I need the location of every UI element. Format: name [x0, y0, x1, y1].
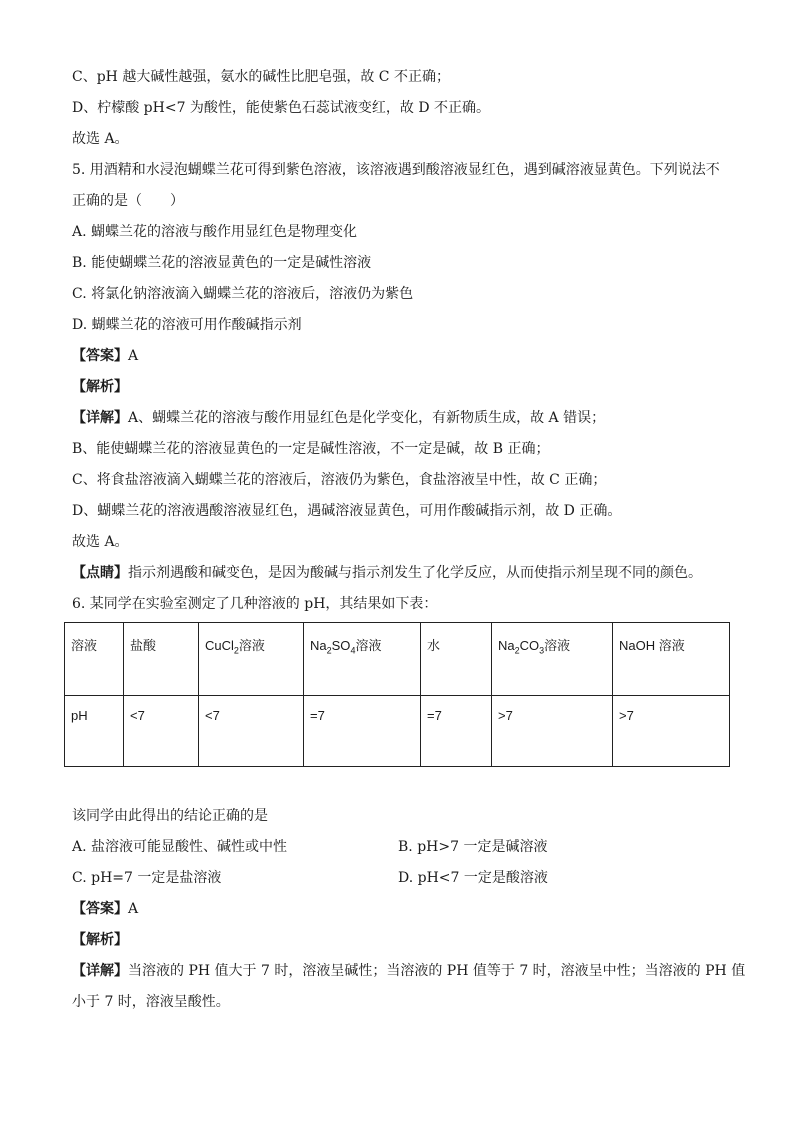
- detail-tag: 【详解】: [72, 410, 128, 426]
- q5-detail-c: C、将食盐溶液滴入蝴蝶兰花的溶液后，溶液仍为紫色，食盐溶液呈中性，故 C 正确；: [72, 472, 607, 488]
- q5-detail-d: D、蝴蝶兰花的溶液遇酸溶液显红色，遇碱溶液显黄色，可用作酸碱指示剂，故 D 正确。: [72, 503, 622, 519]
- detail-text: A、蝴蝶兰花的溶液与酸作用显红色是化学变化，有新物质生成，故 A 错误；: [128, 410, 606, 426]
- table-cell: $Na_2SO_4$溶液: [304, 623, 421, 696]
- table-cell: >7: [613, 696, 730, 767]
- q5-comment: [72, 558, 732, 589]
- q6-stem: 6. 某同学在实验室测定了几种溶液的 pH，其结果如下表：: [72, 596, 438, 612]
- q6-option-d: D. pH<7 一定是酸溶液: [398, 870, 548, 886]
- table-cell: 水: [421, 623, 492, 696]
- detail-text: 当溶液的 PH 值大于 7 时，溶液呈碱性；当溶液的 PH 值等于 7 时，溶液呈中性；当溶液的 PH 值: [128, 963, 746, 979]
- q6-option-a: A. 盐溶液可能显酸性、碱性或中性: [72, 839, 288, 855]
- q6-detail-1: [72, 956, 746, 987]
- q5-detail-a: [72, 403, 732, 434]
- table-header-row: [65, 623, 730, 696]
- q6-analysis-heading: [72, 925, 732, 956]
- detail-tag: 【详解】: [72, 963, 128, 979]
- ph-results-table: [64, 622, 730, 767]
- answer-value: A: [128, 901, 139, 917]
- table-cell: =7: [421, 696, 492, 767]
- comment-text: 指示剂遇酸和碱变色，是因为酸碱与指示剂发生了化学反应，从而使指示剂呈现不同的颜色。: [128, 565, 702, 581]
- prev-analysis-c: C、pH 越大碱性越强，氨水的碱性比肥皂强，故 C 不正确；: [72, 69, 450, 85]
- q6-option-b: B. pH>7 一定是碱溶液: [398, 839, 548, 855]
- prev-choose: 故选 A。: [72, 131, 129, 147]
- q5-stem-line-1: 5. 用酒精和水浸泡蝴蝶兰花可得到紫色溶液，该溶液遇到酸溶液显红色，遇到碱溶液显黄色。下列说法不: [72, 162, 720, 178]
- q5-stem-line-2: 正确的是（ ）: [72, 193, 184, 209]
- q5-option-a: A. 蝴蝶兰花的溶液与酸作用显红色是物理变化: [72, 224, 358, 240]
- answer-tag: 【答案】: [72, 901, 128, 917]
- q6-conclusion: 该同学由此得出的结论正确的是: [72, 808, 268, 824]
- table-cell: 盐酸: [124, 623, 199, 696]
- table-cell: 溶液: [65, 623, 124, 696]
- table-cell: <7: [124, 696, 199, 767]
- table-cell: >7: [492, 696, 613, 767]
- q6-option-c: C. pH=7 一定是盐溶液: [72, 870, 222, 886]
- document-page: [71, 62, 746, 1018]
- analysis-tag: 【解析】: [72, 379, 128, 395]
- table-cell: $Na_2CO_3$溶液: [492, 623, 613, 696]
- table-cell: <7: [199, 696, 304, 767]
- q6-detail-2: 小于 7 时，溶液呈酸性。: [72, 994, 230, 1010]
- q6-answer: [72, 894, 732, 925]
- q5-option-c: C. 将氯化钠溶液滴入蝴蝶兰花的溶液后，溶液仍为紫色: [72, 286, 414, 302]
- table-cell: =7: [304, 696, 421, 767]
- answer-value: A: [128, 348, 139, 364]
- table-row: [65, 696, 730, 767]
- q5-detail-b: B、能使蝴蝶兰花的溶液显黄色的一定是碱性溶液，不一定是碱，故 B 正确；: [72, 441, 550, 457]
- comment-tag: 【点睛】: [72, 565, 128, 581]
- q6-options-row-2: [72, 863, 732, 894]
- q5-choose: 故选 A。: [72, 534, 129, 550]
- q5-analysis-heading: [72, 372, 732, 403]
- table-cell: pH: [65, 696, 124, 767]
- table-cell: NaOH 溶液: [613, 623, 730, 696]
- q5-option-b: B. 能使蝴蝶兰花的溶液显黄色的一定是碱性溶液: [72, 255, 372, 271]
- analysis-tag: 【解析】: [72, 932, 128, 948]
- q5-option-d: D. 蝴蝶兰花的溶液可用作酸碱指示剂: [72, 317, 302, 333]
- q6-options-row-1: [72, 832, 732, 863]
- prev-analysis-d: D、柠檬酸 pH<7 为酸性，能使紫色石蕊试液变红，故 D 不正确。: [72, 100, 491, 116]
- table-cell: CuCl$_2$溶液: [199, 623, 304, 696]
- answer-tag: 【答案】: [72, 348, 128, 364]
- q5-answer: [72, 341, 732, 372]
